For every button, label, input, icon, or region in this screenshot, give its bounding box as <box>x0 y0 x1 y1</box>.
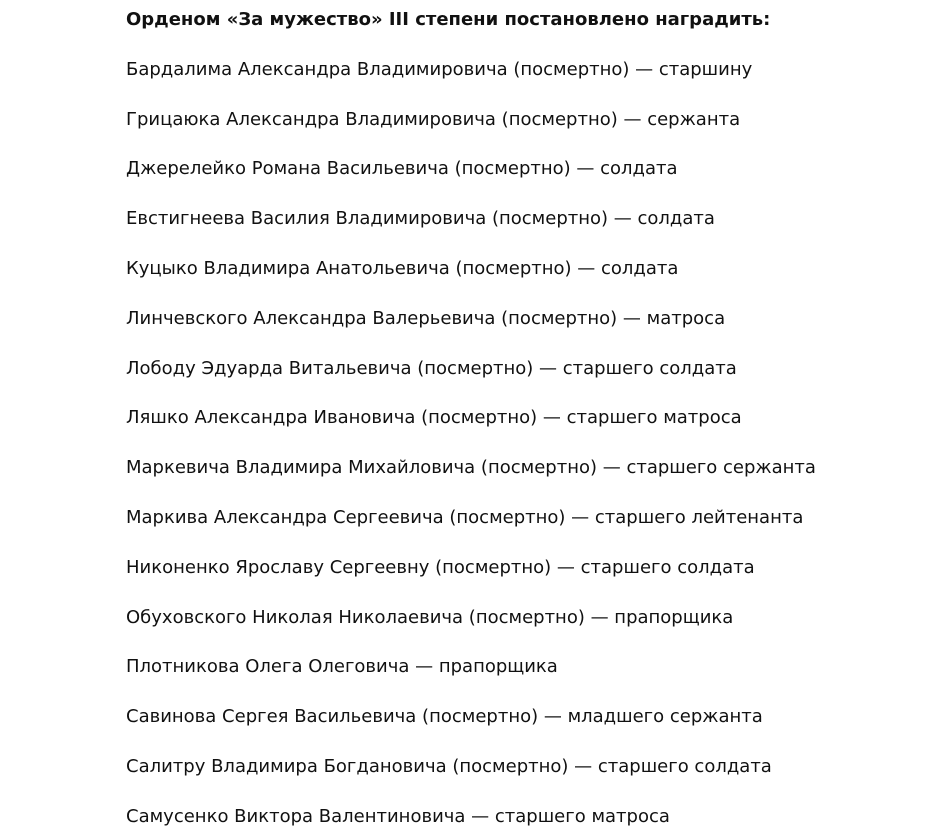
document-body <box>126 8 926 829</box>
awardee-item: Джерелейко Романа Васильевича (посмертно) — солдата <box>126 158 678 180</box>
awardee-item: Маркевича Владимира Михайловича (посмертно) — старшего сержанта <box>126 457 816 479</box>
awardee-item: Евстигнеева Василия Владимировича (посмертно) — солдата <box>126 208 715 230</box>
awardee-item: Плотникова Олега Олеговича — прапорщика <box>126 656 558 678</box>
awardee-item: Савинова Сергея Васильевича (посмертно) — младшего сержанта <box>126 706 763 728</box>
awardee-item: Обуховского Николая Николаевича (посмертно) — прапорщика <box>126 606 734 628</box>
award-heading: Орденом «За мужество» III степени постановлено наградить: <box>126 9 771 30</box>
awardee-item: Куцыко Владимира Анатольевича (посмертно) — солдата <box>126 257 679 279</box>
awardee-item: Никоненко Ярославу Сергеевну (посмертно) — старшего солдата <box>126 556 755 578</box>
awardee-item: Салитру Владимира Богдановича (посмертно) — старшего солдата <box>126 755 772 777</box>
awardee-item: Грицаюка Александра Владимировича (посмертно) — сержанта <box>126 108 741 130</box>
awardee-item: Лободу Эдуарда Витальевича (посмертно) — старшего солдата <box>126 357 737 379</box>
awardee-item: Линчевского Александра Валерьевича (посмертно) — матроса <box>126 307 726 329</box>
awardee-list <box>126 58 926 829</box>
awardee-item: Бардалима Александра Владимировича (посмертно) — старшину <box>126 58 753 80</box>
awardee-item: Ляшко Александра Ивановича (посмертно) — старшего матроса <box>126 407 742 429</box>
awardee-item: Маркива Александра Сергеевича (посмертно) — старшего лейтенанта <box>126 506 804 528</box>
awardee-item: Самусенко Виктора Валентиновича — старшего матроса <box>126 805 670 827</box>
